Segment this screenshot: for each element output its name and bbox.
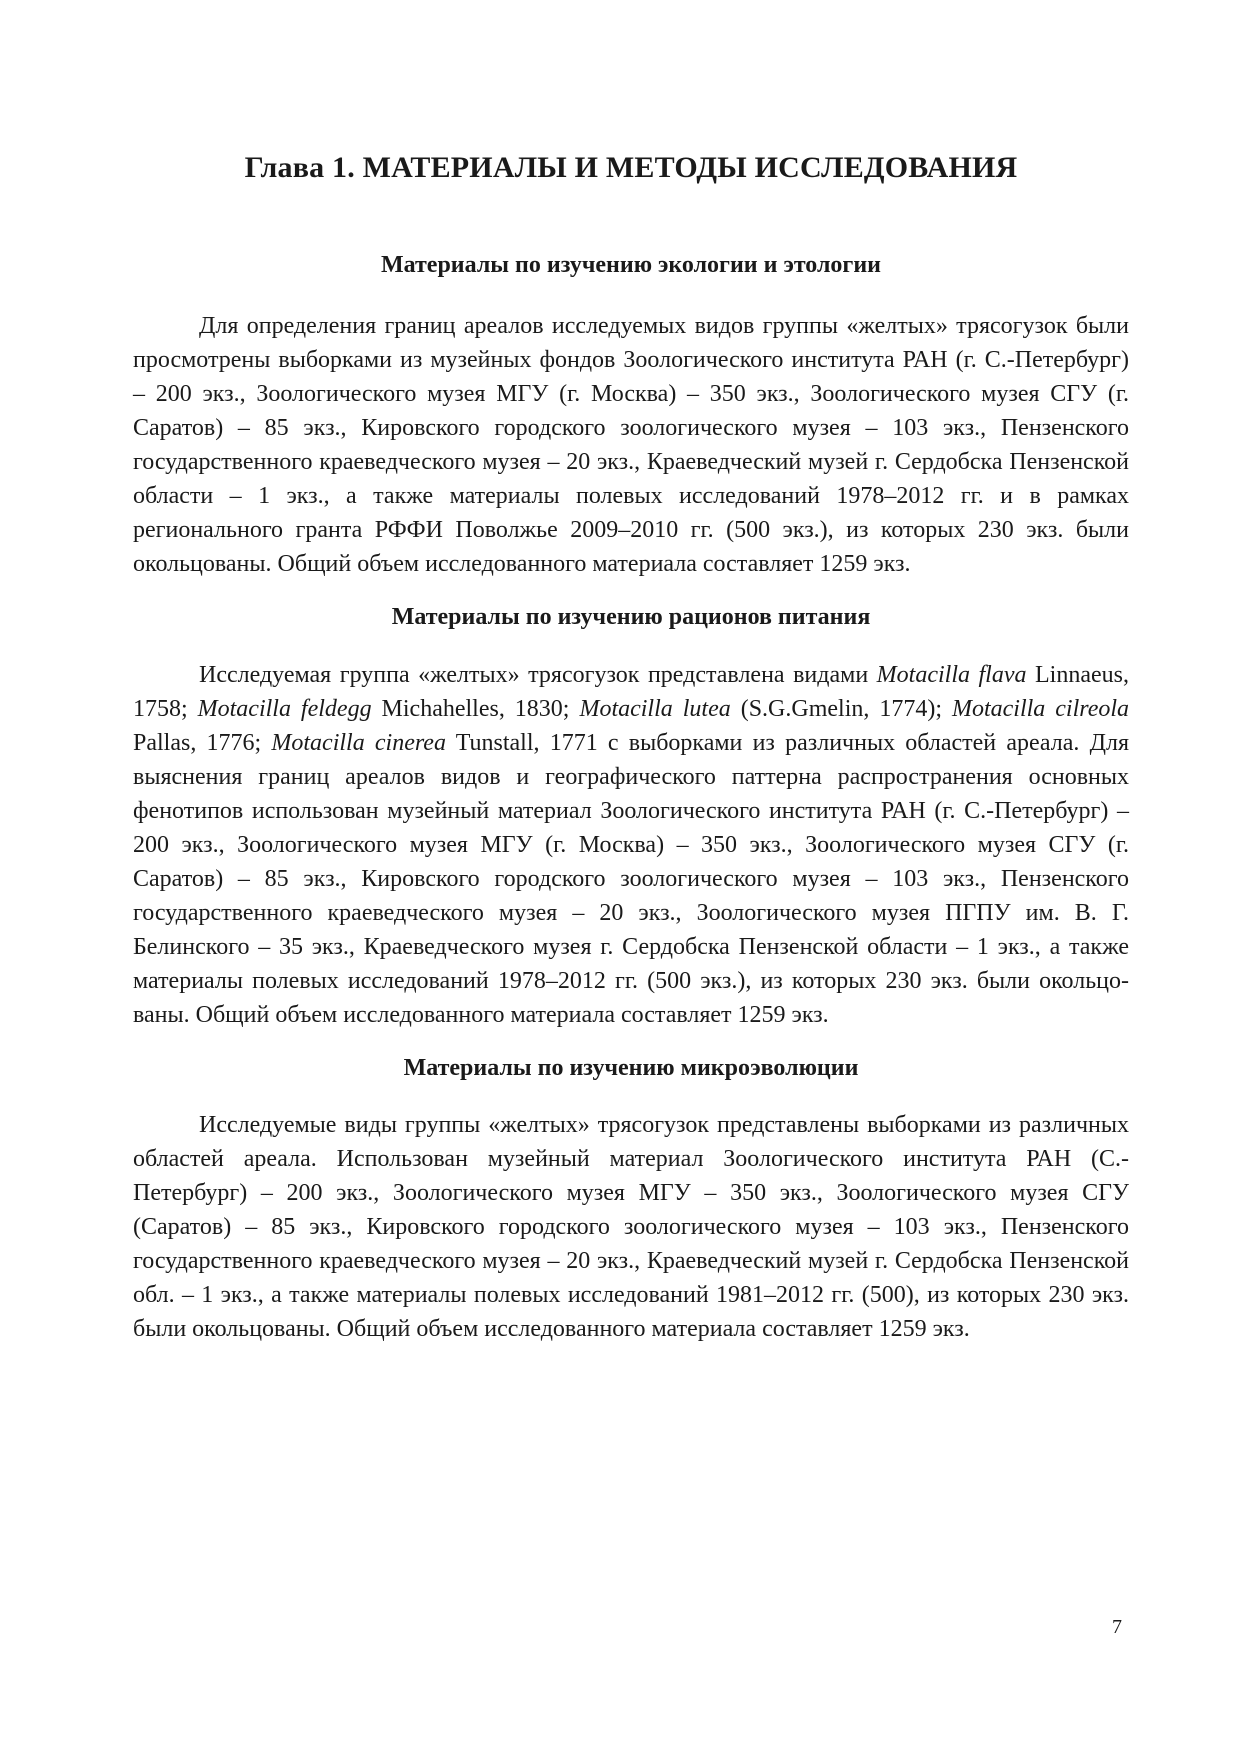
diet-text-part: Tunstall, 1771 с выборками из различных областей ареала. Для выяснения границ ареалов видов и географического паттерна распространения основных фенотипов использован музейный материал Зоологического института РАН (г. С.-Петербург) – 200 экз., Зоологического музея МГУ (г. Москва) – 350 экз., Зоологического музея СГУ (г. Саратов) – 85 экз., Кировского городского зоологического музея – 103 экз., Пензенского государственного краеведческого музея – 20 экз., Зоологического музея ПГПУ им. В. Г. Белинского – 35 экз., Краеведческого музея г. Сердобска Пензенской области – 1 экз., а также материалы полевых исследований 1978–2012 гг. (500 экз.), из которых 230 экз. были окольцованы. Общий объем исследованного материала составляет 1259 экз. <box>133 729 1129 1028</box>
section-heading-ecology: Материалы по изучению экологии и этологии <box>380 252 881 278</box>
section-paragraph-microevolution: Исследуемые виды группы «желтых» трясогузок представлены выборками из различных областей ареала. Использован музейный материал Зоологического института РАН (С.-Петербург) – 200 экз., Зоологического музея МГУ – 350 экз., Зоологического музея СГУ (Саратов) – 85 экз., Кировского городского зоологического музея – 103 экз., Пензенского государственного краеведческого музея – 20 экз., Краеведческий музей г. Сердобска Пензенской обл. – 1 экз., а также материалы полевых исследований 1981–2012 гг. (500), из которых 230 экз. были окольцованы. Общий объем исследованного материала составляет 1259 экз. <box>133 1112 1129 1343</box>
species-name: Motacilla feldegg <box>197 695 372 722</box>
page-content <box>133 150 1129 1346</box>
species-name: Motacilla cinerea <box>271 729 446 756</box>
species-name: Motacilla flava <box>876 661 1027 688</box>
diet-text-part: Исследуемая группа «желтых» трясогузок представлена видами <box>199 661 877 688</box>
species-name: Motacilla cilreola <box>951 695 1130 722</box>
diet-text-part: (S.G.Gmelin, 1774); <box>730 695 952 722</box>
chapter-title: Глава 1. МАТЕРИАЛЫ И МЕТОДЫ ИССЛЕДОВАНИЯ <box>244 151 1018 184</box>
species-name: Motacilla lutea <box>579 695 731 722</box>
diet-text-part: Michahelles, 1830; <box>371 695 580 722</box>
section-paragraph-ecology: Для определения границ ареалов исследуемых видов группы «желтых» трясогузок были просмотрены выборками из музейных фондов Зоологического института РАН (г. С.-Петербург) – 200 экз., Зоологического музея МГУ (г. Москва) – 350 экз., Зоологического музея СГУ (г. Саратов) – 85 экз., Кировского городского зоологического музея – 103 экз., Пензенского государственного краеведческого музея – 20 экз., Краеведческий музей г. Сердобска Пензенской области – 1 экз., а также материалы полевых исследований 1978–2012 гг. и в рамках регионального гранта РФФИ Поволжье 2009–2010 гг. (500 экз.), из которых 230 экз. были окольцованы. Общий объем исследованного материала составляет 1259 экз. <box>133 312 1129 577</box>
section-heading-microevolution: Материалы по изучению микроэволюции <box>403 1054 859 1081</box>
section-heading-diet: Материалы по изучению рационов питания <box>391 603 871 630</box>
diet-text-part: Pallas, 1776; <box>133 729 272 756</box>
page-number: 7 <box>1112 1616 1122 1638</box>
section-paragraph-diet <box>133 658 1129 1032</box>
diet-text-part: Linnaeus, 1758; <box>133 661 1129 722</box>
